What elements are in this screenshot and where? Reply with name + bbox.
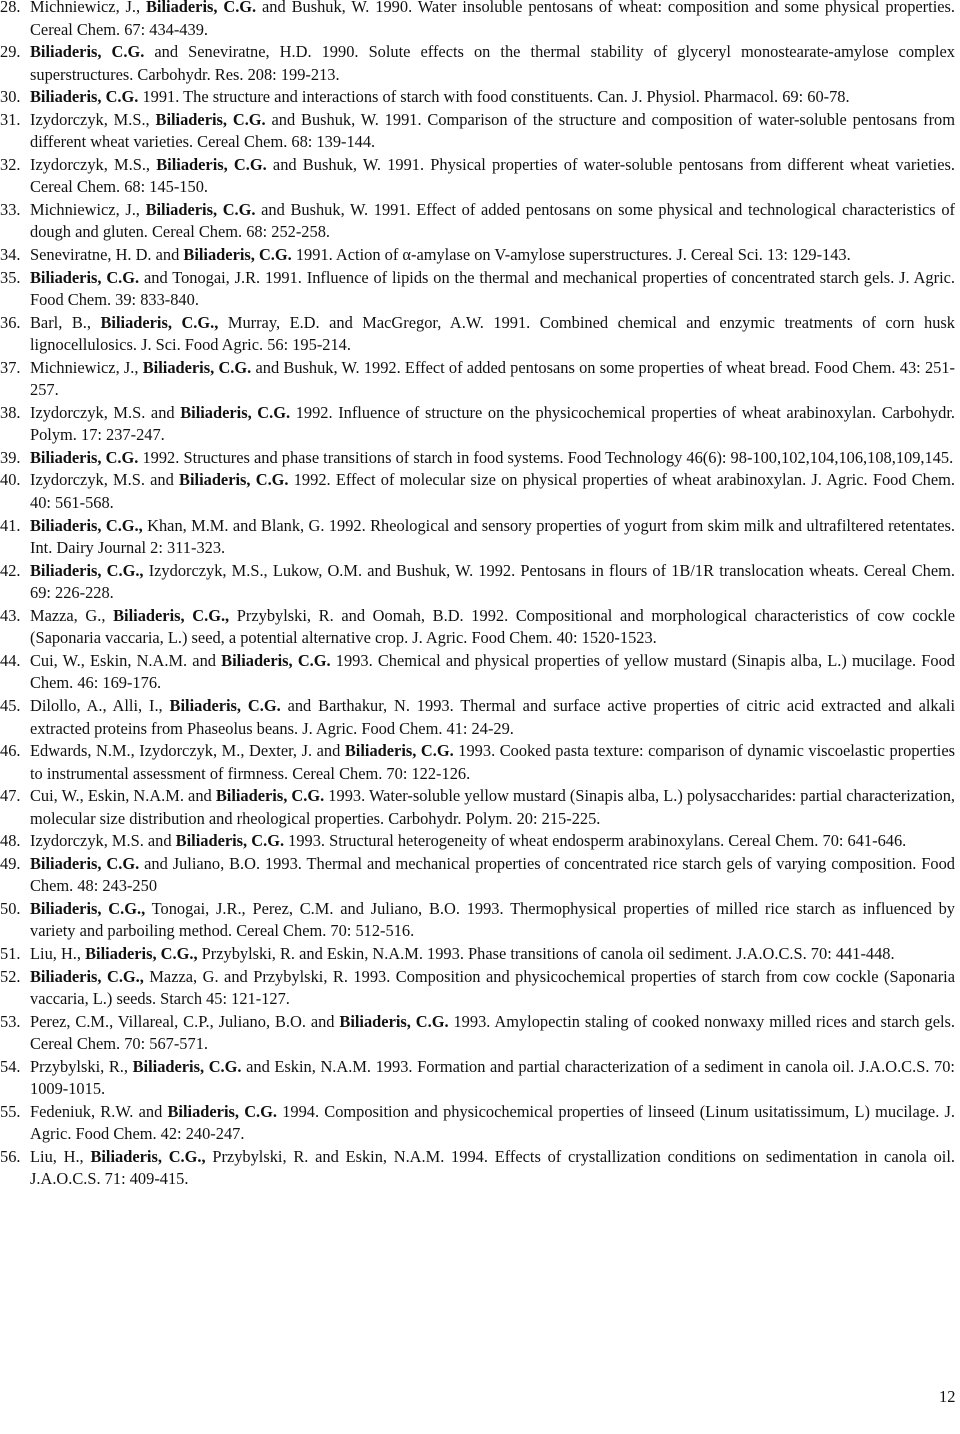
reference-item [0, 695, 955, 740]
reference-author-highlight: Biliaderis, C.G., [30, 515, 143, 535]
reference-number: 54. [0, 1056, 21, 1076]
reference-item [0, 943, 955, 966]
reference-item [0, 469, 955, 514]
reference-item [0, 1011, 955, 1056]
reference-text: Przybylski, R., [30, 1056, 133, 1076]
reference-text: Izydorczyk, M.S. and [30, 470, 180, 490]
reference-text: 1993. Water-soluble yellow mustard (Sinapis alba, L.) polysaccharides: partial characterization, molecular size distribution and rheological properties. Carbohydr. Polym. 20: 215-225. [30, 786, 955, 828]
reference-author-highlight: Biliaderis, C.G. [215, 786, 325, 806]
reference-number: 30. [0, 87, 21, 107]
reference-text: Liu, H., [30, 1146, 91, 1166]
reference-text: Izydorczyk, M.S., [30, 154, 157, 174]
reference-number: 52. [0, 966, 21, 986]
reference-item [0, 357, 955, 402]
reference-author-highlight: Biliaderis, C.G., [30, 966, 144, 986]
reference-text: and Tonogai, J.R. 1991. Influence of lipids on the thermal and mechanical properties of concentrated starch gels. J. Agric. Food Chem. 39: 833-840. [30, 267, 955, 310]
reference-item [0, 853, 955, 898]
reference-number: 49. [0, 853, 21, 873]
reference-text: 1992. Influence of structure on the physicochemical properties of wheat arabinoxylan. Carbohydr. Polym. 17: 237-247. [30, 402, 955, 445]
reference-text: Michniewicz, J., [30, 199, 146, 219]
reference-text: and Bushuk, W. 1992. Effect of added pentosans on some properties of wheat bread. Food Chem. 43: 251-257. [30, 357, 955, 400]
reference-item [0, 830, 955, 853]
reference-number: 47. [0, 786, 21, 806]
reference-number: 40. [0, 470, 21, 490]
reference-text: and Juliano, B.O. 1993. Thermal and mechanical properties of concentrated rice starch gels of varying composition. Food Chem. 48: 243-250 [30, 853, 955, 896]
reference-author-highlight: Biliaderis, C.G., [113, 605, 230, 625]
reference-item [0, 966, 955, 1011]
reference-number: 55. [0, 1101, 21, 1121]
reference-item [0, 785, 955, 830]
reference-item [0, 41, 955, 86]
reference-text: and Bushuk, W. 1991. Effect of added pentosans on some physical and technological characteristics of dough and gluten. Cereal Chem. 68: 252-258. [30, 199, 955, 242]
reference-number: 39. [0, 447, 21, 467]
reference-author-highlight: Biliaderis, C.G., [90, 1146, 206, 1166]
reference-item [0, 0, 955, 41]
reference-author-highlight: Biliaderis, C.G. [155, 109, 266, 129]
reference-item [0, 402, 955, 447]
reference-text: Przybylski, R. and Eskin, N.A.M. 1994. Effects of crystallization conditions on sedimentation in canola oil. J.A.O.C.S. 71: 409-415. [30, 1146, 955, 1189]
reference-text: and Eskin, N.A.M. 1993. Formation and partial characterization of a sediment in canola oil. J.A.O.C.S. 70: 1009-1015. [30, 1056, 955, 1099]
reference-text: Izydorczyk, M.S., Lukow, O.M. and Bushuk, W. 1992. Pentosans in flours of 1B/1R translocation wheats. Cereal Chem. 69: 226-228. [30, 560, 955, 603]
reference-number: 32. [0, 154, 21, 174]
page-number: 12 [939, 1387, 956, 1406]
reference-number: 28. [0, 0, 21, 16]
reference-text: and Bushuk, W. 1990. Water insoluble pentosans of wheat: composition and some physical properties. Cereal Chem. 67: 434-439. [30, 0, 956, 39]
reference-text: Barl, B., [30, 312, 101, 332]
reference-text: 1992. Effect of molecular size on physical properties of wheat arabinoxylan. J. Agric. Food Chem. 40: 561-568. [30, 470, 955, 513]
reference-item [0, 244, 955, 267]
reference-author-highlight: Biliaderis, C.G. [156, 154, 267, 174]
reference-author-highlight: Biliaderis, C.G. [175, 831, 285, 851]
reference-text: 1993. Chemical and physical properties of yellow mustard (Sinapis alba, L.) mucilage. Food Chem. 46: 169-176. [30, 650, 955, 693]
reference-text: Murray, E.D. and MacGregor, A.W. 1991. Combined chemical and enzymic treatments of corn husk lignocellulosics. J. Sci. Food Agric. 56: 195-214. [30, 312, 956, 355]
reference-item [0, 740, 955, 785]
reference-text: Michniewicz, J., [30, 0, 146, 16]
reference-item [0, 560, 955, 605]
reference-item [0, 312, 955, 357]
reference-number: 37. [0, 357, 21, 377]
reference-author-highlight: Biliaderis, C.G. [30, 853, 140, 873]
reference-author-highlight: Biliaderis, C.G. [169, 695, 281, 715]
reference-text: 1993. Structural heterogeneity of wheat endosperm arabinoxylans. Cereal Chem. 70: 641-646. [284, 831, 907, 851]
reference-author-highlight: Biliaderis, C.G., [30, 560, 144, 580]
reference-author-highlight: Biliaderis, C.G., [85, 943, 198, 963]
reference-author-highlight: Biliaderis, C.G. [142, 357, 252, 377]
reference-text: and Bushuk, W. 1991. Comparison of the structure and composition of water-soluble pentosans from different wheat varieties. Cereal Chem. 68: 139-144. [30, 109, 955, 152]
reference-text: 1992. Structures and phase transitions of starch in food systems. Food Technology 46(6): 98-100,102,104,106,108,109,145. [138, 447, 954, 467]
reference-number: 36. [0, 312, 21, 332]
reference-item [0, 86, 955, 109]
reference-author-highlight: Biliaderis, C.G. [167, 1101, 277, 1121]
reference-author-highlight: Biliaderis, C.G. [180, 402, 291, 422]
reference-author-highlight: Biliaderis, C.G. [30, 447, 139, 467]
reference-text: Liu, H., [30, 943, 86, 963]
reference-number: 41. [0, 515, 21, 535]
reference-number: 44. [0, 650, 21, 670]
reference-item [0, 650, 955, 695]
reference-text: Izydorczyk, M.S., [30, 109, 156, 129]
reference-text: Izydorczyk, M.S. and [30, 831, 176, 851]
reference-text: 1993. Cooked pasta texture: comparison of dynamic viscoelastic properties to instrumental assessment of firmness. Cereal Chem. 70: 122-126. [30, 741, 955, 783]
reference-text: 1994. Composition and physicochemical properties of linseed (Linum usitatissimum, L) mucilage. J. Agric. Food Chem. 42: 240-247. [30, 1101, 955, 1144]
reference-author-highlight: Biliaderis, C.G. [30, 42, 145, 62]
reference-author-highlight: Biliaderis, C.G. [146, 0, 257, 16]
reference-item [0, 447, 955, 470]
reference-text: 1991. The structure and interactions of starch with food constituents. Can. J. Physiol. Pharmacol. 69: 60-78. [138, 87, 850, 107]
reference-author-highlight: Biliaderis, C.G. [344, 741, 454, 761]
reference-text: 1993. Amylopectin staling of cooked nonwaxy milled rices and starch gels. Cereal Chem. 70: 567-571. [30, 1011, 955, 1054]
reference-text: Przybylski, R. and Oomah, B.D. 1992. Compositional and morphological characteristics of cow cockle (Saponaria vaccaria, L.) seed, a potential alternative crop. J. Agric. Food Chem. 40: 1520-1523. [30, 605, 956, 648]
reference-number: 33. [0, 199, 21, 219]
reference-number: 38. [0, 402, 21, 422]
reference-item [0, 1146, 955, 1191]
reference-author-highlight: Biliaderis, C.G. [339, 1011, 449, 1031]
reference-author-highlight: Biliaderis, C.G., [100, 312, 219, 332]
reference-text: Fedeniuk, R.W. and [30, 1101, 168, 1121]
reference-text: Cui, W., Eskin, N.A.M. and [30, 650, 222, 670]
reference-text: Dilollo, A., Alli, I., [30, 695, 170, 715]
reference-number: 50. [0, 898, 21, 918]
reference-author-highlight: Biliaderis, C.G. [132, 1056, 242, 1076]
reference-text: Khan, M.M. and Blank, G. 1992. Rheological and sensory properties of yogurt from skim milk and ultrafiltered retentates. Int. Dairy Journal 2: 311-323. [30, 515, 955, 558]
reference-text: 1991. Action of α-amylase on V-amylose superstructures. J. Cereal Sci. 13: 129-143. [291, 245, 851, 265]
reference-text: Przybylski, R. and Eskin, N.A.M. 1993. Phase transitions of canola oil sediment. J.A.O.C.S. 70: 441-448. [197, 943, 895, 963]
reference-number: 45. [0, 695, 21, 715]
reference-number: 48. [0, 831, 21, 851]
reference-author-highlight: Biliaderis, C.G. [183, 245, 292, 265]
reference-author-highlight: Biliaderis, C.G. [221, 650, 331, 670]
reference-item [0, 154, 955, 199]
reference-author-highlight: Biliaderis, C.G. [30, 87, 139, 107]
reference-text: Mazza, G. and Przybylski, R. 1993. Composition and physicochemical properties of starch from cow cockle (Saponaria vaccaria, L.) seeds. Starch 45: 121-127. [30, 966, 955, 1009]
reference-number: 35. [0, 267, 21, 287]
reference-number: 42. [0, 560, 21, 580]
reference-number: 53. [0, 1011, 21, 1031]
reference-item [0, 605, 955, 650]
reference-author-highlight: Biliaderis, C.G. [30, 267, 140, 287]
reference-item [0, 898, 955, 943]
reference-number: 34. [0, 245, 21, 265]
reference-text: Mazza, G., [30, 605, 114, 625]
reference-author-highlight: Biliaderis, C.G. [179, 470, 289, 490]
reference-item [0, 199, 955, 244]
reference-text: Seneviratne, H. D. and [30, 245, 184, 265]
reference-text: Edwards, N.M., Izydorczyk, M., Dexter, J. and [30, 741, 345, 761]
reference-item [0, 109, 955, 154]
reference-text: Cui, W., Eskin, N.A.M. and [30, 786, 216, 806]
reference-number: 29. [0, 42, 21, 62]
reference-text: Perez, C.M., Villareal, C.P., Juliano, B.O. and [30, 1011, 340, 1031]
reference-text: Izydorczyk, M.S. and [30, 402, 181, 422]
reference-number: 31. [0, 109, 21, 129]
reference-text: and Bushuk, W. 1991. Physical properties of water-soluble pentosans from different wheat varieties. Cereal Chem. 68: 145-150. [30, 154, 955, 197]
reference-item [0, 1101, 955, 1146]
reference-text: and Barthakur, N. 1993. Thermal and surface active properties of citric acid extracted and alkali extracted proteins from Phaseolus beans. J. Agric. Food Chem. 41: 24-29. [30, 695, 956, 738]
reference-author-highlight: Biliaderis, C.G., [30, 898, 146, 918]
reference-number: 43. [0, 605, 21, 625]
reference-item [0, 515, 955, 560]
reference-number: 56. [0, 1146, 21, 1166]
reference-text: Tonogai, J.R., Perez, C.M. and Juliano, B.O. 1993. Thermophysical properties of milled rice starch as influenced by variety and parboiling method. Cereal Chem. 70: 512-516. [30, 898, 955, 941]
reference-item [0, 267, 955, 312]
reference-item [0, 1056, 955, 1101]
reference-text: Michniewicz, J., [30, 357, 143, 377]
reference-number: 46. [0, 741, 21, 761]
reference-number: 51. [0, 943, 21, 963]
reference-author-highlight: Biliaderis, C.G. [145, 199, 256, 219]
reference-text: and Seneviratne, H.D. 1990. Solute effects on the thermal stability of glyceryl monostearate-amylose complex superstructures. Carbohydr. Res. 208: 199-213. [30, 42, 955, 84]
